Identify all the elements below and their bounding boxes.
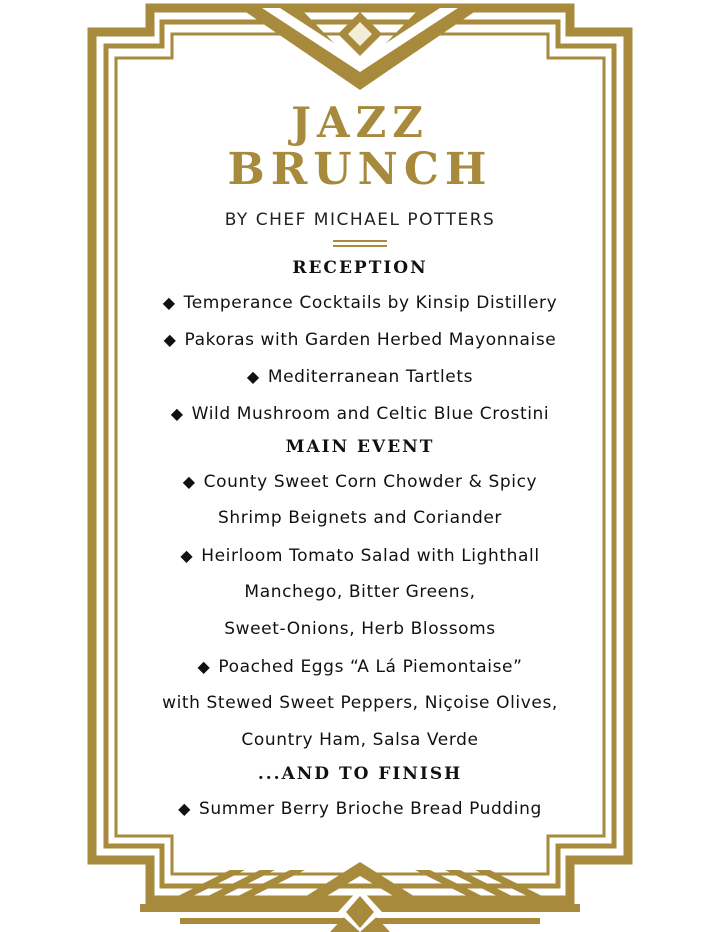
menu-item-line — [110, 611, 610, 648]
menu-item-text: Wild Mushroom and Celtic Blue Crostini — [191, 404, 550, 424]
diamond-icon: ◆ — [246, 367, 260, 386]
menu-content — [110, 92, 610, 837]
menu-title-line-1: JAZZ — [291, 98, 429, 147]
menu-item-text: Temperance Cocktails by Kinsip Distillery — [183, 293, 558, 313]
section-heading: MAIN EVENT — [285, 437, 435, 457]
diamond-icon: ◆ — [170, 404, 184, 423]
chef-byline: BY CHEF MICHAEL POTTERS — [224, 210, 496, 230]
menu-item-line — [110, 500, 610, 537]
diamond-icon: ◆ — [162, 293, 176, 312]
menu-item-line — [110, 395, 610, 432]
diamond-icon: ◆ — [178, 799, 191, 818]
menu-item-text: Heirloom Tomato Salad with Lighthall — [201, 546, 540, 566]
section-heading: ...AND TO FINISH — [257, 764, 463, 784]
menu-sections — [110, 253, 610, 827]
menu-item-text: Country Ham, Salsa Verde — [241, 730, 479, 750]
diamond-icon: ◆ — [163, 330, 177, 349]
menu-item-line — [110, 790, 610, 827]
menu-item-line — [110, 537, 610, 574]
menu-item-text: Pakoras with Garden Herbed Mayonnaise — [184, 330, 557, 350]
diamond-icon: ◆ — [182, 472, 196, 491]
menu-item-line — [110, 648, 610, 685]
diamond-icon: ◆ — [197, 657, 211, 676]
diamond-icon: ◆ — [180, 546, 194, 565]
menu-item-text: Manchego, Bitter Greens, — [244, 582, 476, 602]
menu-item-line — [110, 685, 610, 722]
menu-item-line — [110, 284, 610, 321]
menu-item-text: Sweet-Onions, Herb Blossoms — [224, 619, 496, 639]
menu-item-text: with Stewed Sweet Peppers, Niçoise Olives, — [162, 693, 558, 713]
menu-item-text: Summer Berry Brioche Bread Pudding — [198, 799, 542, 819]
menu-item-line — [110, 358, 610, 395]
menu-item-line — [110, 463, 610, 500]
menu-title-line-2: BRUNCH — [227, 144, 493, 195]
menu-item-text: County Sweet Corn Chowder & Spicy — [203, 472, 538, 492]
menu-item-text: Poached Eggs “A Lá Piemontaise” — [218, 657, 523, 677]
double-rule-divider — [333, 240, 387, 247]
menu-item-line — [110, 574, 610, 611]
menu-item-text: Shrimp Beignets and Coriander — [217, 508, 503, 528]
menu-item-line — [110, 722, 610, 759]
menu-item-line — [110, 321, 610, 358]
section-heading: RECEPTION — [292, 258, 428, 278]
menu-item-text: Mediterranean Tartlets — [267, 367, 474, 387]
